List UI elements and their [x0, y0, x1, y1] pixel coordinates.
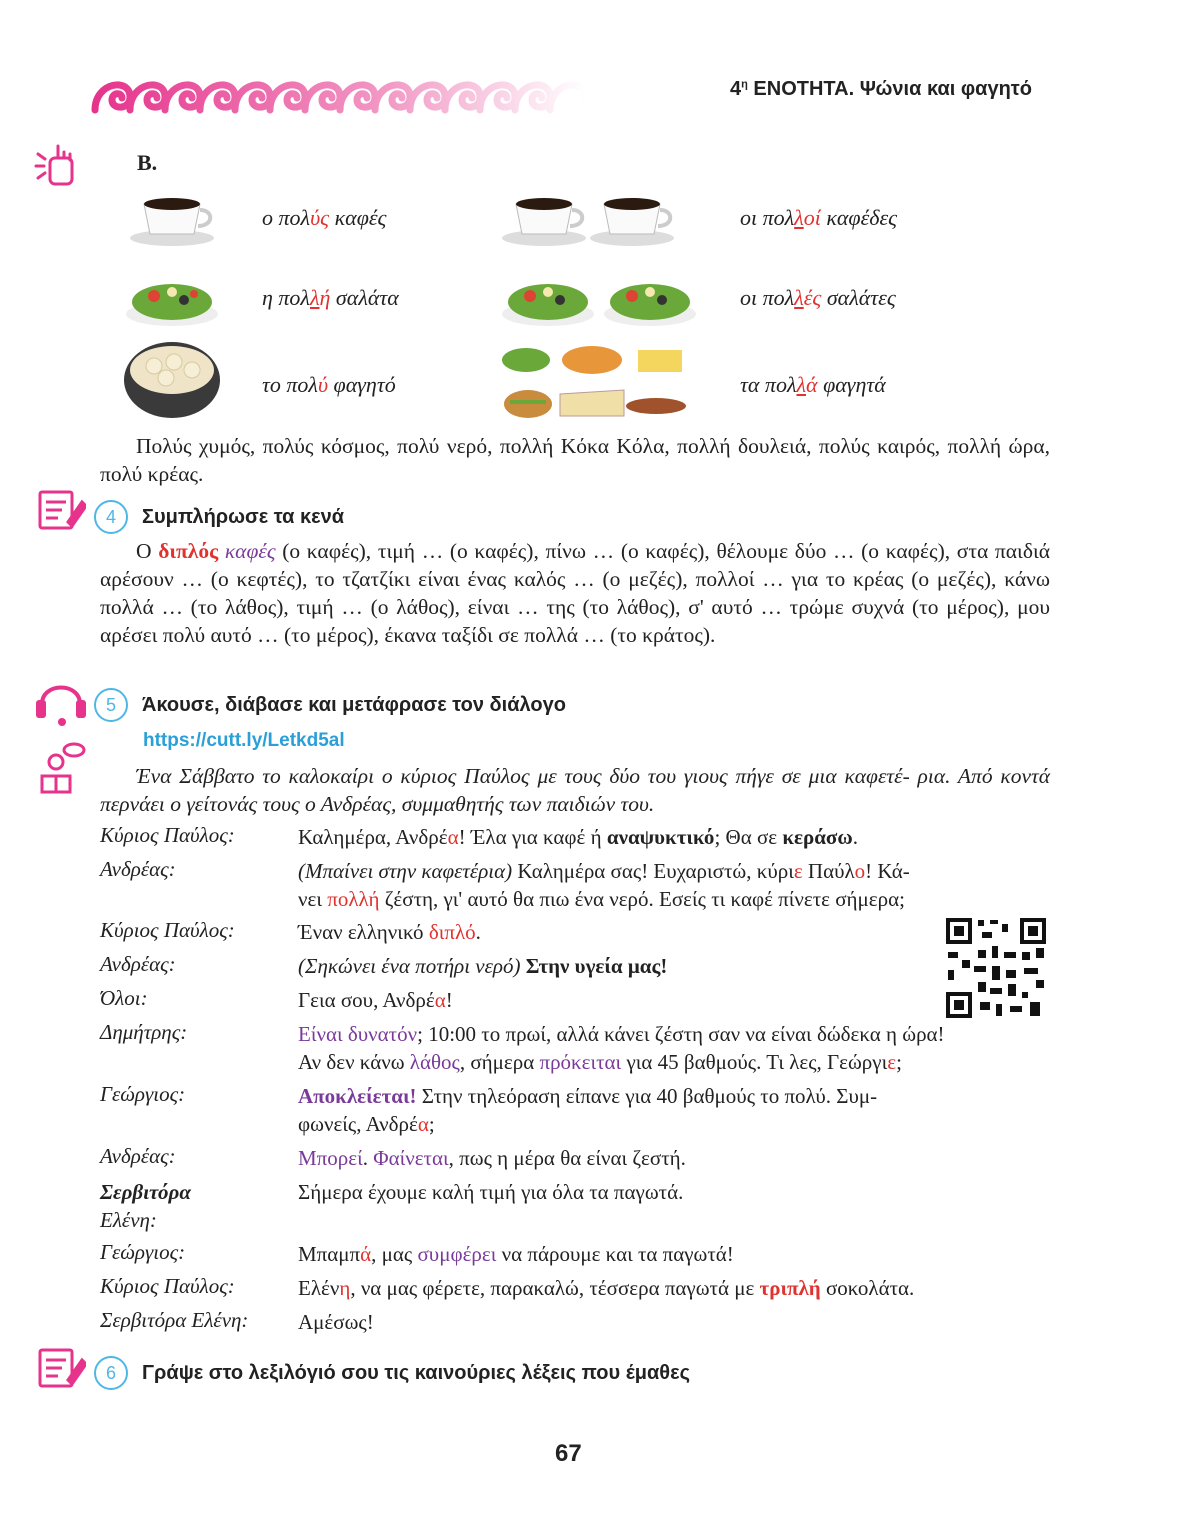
dialogue-line: Είναι δυνατόν; 10:00 το πρωί, αλλά κάνει ζέστη σαν να είναι δώδεκα η ώρα! Αν δεν κάνω λάθος, σήμερα πρόκειται για 45 βαθμούς. Τι λες, Γεώργιε;	[298, 1022, 945, 1074]
dialogue-speaker: Γεώργιος:	[100, 1240, 186, 1264]
dialogue-line: Μπορεί. Φαίνεται, πως η μέρα θα είναι ζεστή.	[298, 1146, 686, 1170]
dialogue-speaker: Σερβιτόρα Ελένη:	[100, 1180, 191, 1232]
salad-image	[124, 270, 220, 332]
qr-code[interactable]	[944, 916, 1048, 1020]
dialogue-speaker: Κύριος Παύλος:	[100, 1274, 235, 1298]
two-salads-image	[500, 270, 700, 332]
dialogue-speaker: Σερβιτόρα Ελένη:	[100, 1308, 249, 1332]
dialogue-line: Αποκλείεται! Στην τηλεόραση είπανε για 40 βαθμούς το πολύ. Συμ- φωνείς, Ανδρέα;	[298, 1084, 878, 1136]
various-foods-image	[500, 344, 696, 426]
two-coffee-cups-image	[500, 186, 676, 252]
exercise-5-title: Άκουσε, διάβασε και μετάφρασε τον διάλογο	[142, 694, 566, 716]
pointing-hand-icon	[32, 144, 80, 188]
exercise-5-intro: Ένα Σάββατο το καλοκαίρι ο κύριος Παύλος με τους δύο του γιους πήγε σε μια καφετέ- ρια. Από κοντά περνάει ο γείτονάς τους ο Ανδρέας, συμμαθητής των παιδιών του.	[100, 764, 1050, 816]
page-number: 67	[555, 1440, 582, 1467]
page-header-title: $4^\eta$ ΕΝΟΤΗΤΑ. Ψώνια και φαγητό	[730, 78, 1032, 100]
coffee-cup-image	[128, 186, 216, 252]
section-b-examples: Πολύς χυμός, πολύς κόσμος, πολύ νερό, πολλή Κόκα Κόλα, πολλή δουλειά, πολύς καιρός, πολλή ώρα, πολύ κρέας.	[100, 434, 1050, 486]
vocab-plural-salad: οι πολλές σαλάτες	[740, 285, 896, 310]
dialogue-speaker: Κύριος Παύλος:	[100, 918, 235, 942]
dialogue-speaker: Ανδρέας:	[100, 857, 176, 881]
header-wave-decoration	[90, 72, 610, 116]
dialogue-speaker: Δημήτρης:	[100, 1020, 188, 1044]
dialogue-line: Γεια σου, Ανδρέα!	[298, 988, 453, 1012]
dialogue-line: (Μπαίνει στην καφετέρια) Καλημέρα σας! Ευχαριστώ, κύριε Παύλο! Κά- νει πολλή ζέστη, γι' αυτό θα πιω ένα νερό. Εσείς τι καφέ πίνετε σήμερα;	[298, 859, 910, 911]
vocab-sing-food: το πολύ φαγητό	[262, 372, 396, 397]
exercise-5-number: 5	[94, 688, 128, 722]
dialogue-line: Μπαμπά, μας συμφέρει να πάρουμε και τα παγωτά!	[298, 1242, 734, 1266]
write-notebook-icon	[38, 488, 86, 532]
vocab-plural-food: τα πολλά φαγητά	[740, 372, 886, 397]
vocab-sing-salad: η πολλή σαλάτα	[262, 285, 399, 310]
section-b-label: B.	[137, 150, 158, 175]
dialogue-line: Έναν ελληνικό διπλό.	[298, 920, 481, 944]
dialogue-speaker: Κύριος Παύλος:	[100, 823, 235, 847]
dialogue-line: Σήμερα έχουμε καλή τιμή για όλα τα παγωτά.	[298, 1180, 684, 1204]
reading-person-icon	[38, 742, 86, 796]
dialogue-line: Αμέσως!	[298, 1310, 374, 1334]
vocab-plural-coffee: οι πολλοί καφέδες	[740, 205, 898, 230]
exercise-6-title: Γράψε στο λεξιλόγιό σου τις καινούριες λέξεις που έμαθες	[142, 1362, 690, 1384]
write-notebook-icon	[38, 1346, 86, 1390]
exercise-4-text: Ο διπλός καφές (ο καφές), τιμή … (ο καφές), πίνω … (ο καφές), θέλουμε δύο … (ο καφές), στα παιδιά αρέσουν … (ο κεφτές), το τζατζίκι είναι ένας καλός … (ο μεζές), πολλοί … για το κρέας (ο μεζές), κάνω πολλά … (το λάθος), τιμή … (ο λάθος), είναι … της (το λάθος), σ' αυτό … τρώμε συχνά (το μέρος), μου αρέσει πολύ αυτό … (το μέρος), έκανα ταξίδι σε πολλά … (το κράτος).	[100, 539, 1051, 647]
exercise-5-link[interactable]: https://cutt.ly/Letkd5al	[143, 730, 345, 751]
vocab-sing-coffee: ο πολύς καφές	[262, 205, 387, 230]
bowl-of-food-image	[120, 340, 224, 428]
dialogue-line: (Σηκώνει ένα ποτήρι νερό) Στην υγεία μας!	[298, 954, 668, 978]
dialogue-speaker: Όλοι:	[100, 986, 148, 1010]
headphones-icon	[34, 676, 88, 728]
dialogue-line: Ελένη, να μας φέρετε, παρακαλώ, τέσσερα παγωτά με τριπλή σοκολάτα.	[298, 1276, 915, 1300]
exercise-4-number: 4	[94, 500, 128, 534]
dialogue-line: Καλημέρα, Ανδρέα! Έλα για καφέ ή αναψυκτικό; Θα σε κεράσω.	[298, 825, 858, 849]
dialogue-speaker: Γεώργιος:	[100, 1082, 186, 1106]
dialogue-speaker: Ανδρέας:	[100, 952, 176, 976]
dialogue-speaker: Ανδρέας:	[100, 1144, 176, 1168]
exercise-6-number: 6	[94, 1356, 128, 1390]
exercise-4-title: Συμπλήρωσε τα κενά	[142, 506, 345, 528]
